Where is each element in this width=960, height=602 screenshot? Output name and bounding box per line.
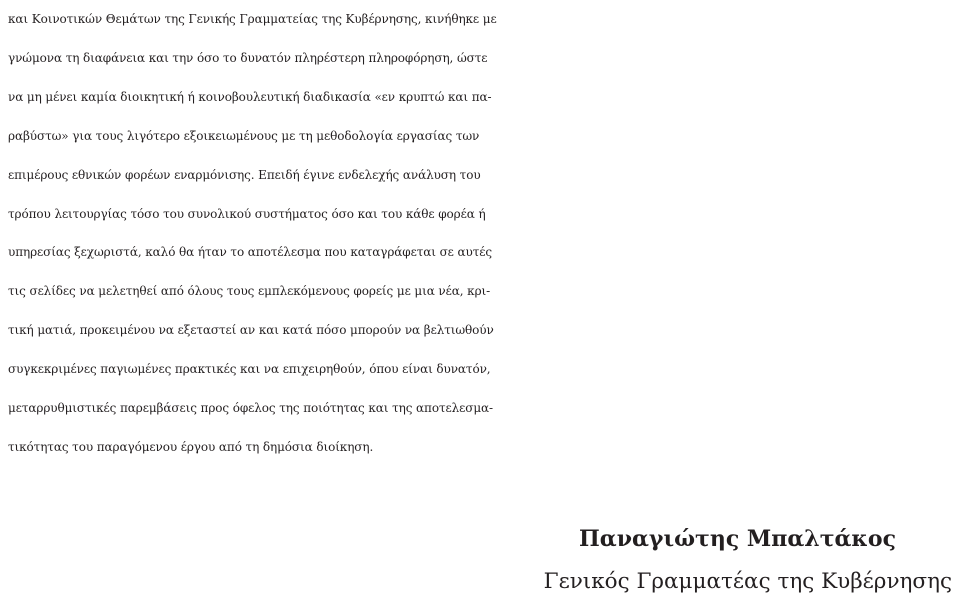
body-paragraph (8, 0, 958, 467)
paragraph-line: ραβύστω» για τους λιγότερο εξοικειωμένους με τη μεθοδολογία εργασίας των (8, 128, 480, 143)
signature-title: Γενικός Γραμματέας της Κυβέρνησης (543, 569, 952, 594)
paragraph-line: γνώμονα τη διαφάνεια και την όσο το δυνατόν πληρέστερη πληροφόρηση, ώστε (8, 50, 488, 65)
paragraph-line: να μη μένει καμία διοικητική ή κοινοβουλευτική διαδικασία «εν κρυπτώ και πα- (8, 89, 492, 104)
paragraph-line: μεταρρυθμιστικές παρεμβάσεις προς όφελος της ποιότητας και της αποτελεσμα- (8, 401, 493, 416)
paragraph-line: τις σελίδες να μελετηθεί από όλους τους εμπλεκόμενους φορείς με μια νέα, κρι- (8, 284, 491, 299)
paragraph-line: και Κοινοτικών Θεμάτων της Γενικής Γραμματείας της Κυβέρνησης, κινήθηκε με (8, 12, 497, 26)
paragraph-line: τικότητας του παραγόμενου έργου από τη δημόσια διοίκηση. (8, 439, 374, 454)
paragraph-line: τρόπου λειτουργίας τόσο του συνολικού συστήματος όσο και του κάθε φορέα ή (8, 206, 486, 221)
paragraph-line: τική ματιά, προκειμένου να εξεταστεί αν και κατά πόσο μπορούν να βελτιωθούν (8, 323, 494, 338)
paragraph-line: επιμέρους εθνικών φορέων εναρμόνισης. Επειδή έγινε ενδελεχής ανάλυση του (8, 167, 481, 182)
signature-name: Παναγιώτης Μπαλτάκος (579, 526, 896, 552)
paragraph-line: συγκεκριμένες παγιωμένες πρακτικές και να επιχειρηθούν, όπου είναι δυνατόν, (8, 362, 491, 377)
paragraph-line: υπηρεσίας ξεχωριστά, καλό θα ήταν το αποτέλεσμα που καταγράφεται σε αυτές (8, 245, 492, 260)
